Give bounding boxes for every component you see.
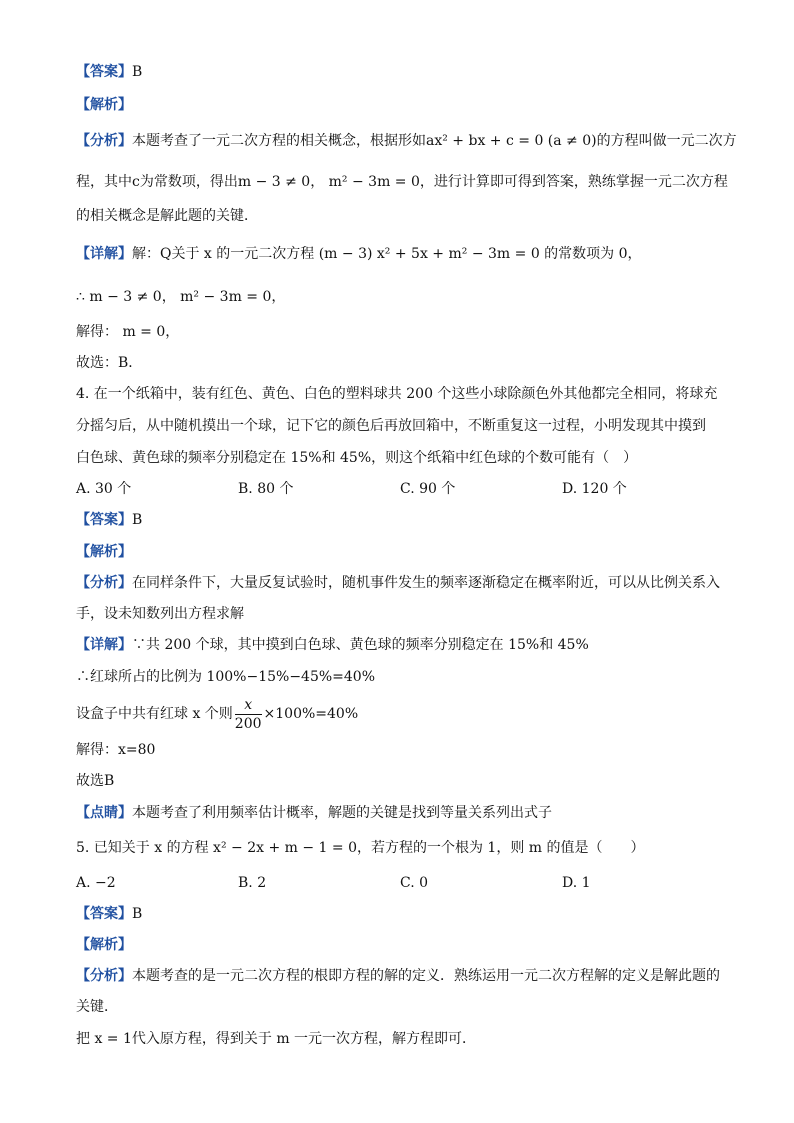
q4-detail-line-1: [76, 635, 724, 655]
fenxi-text: 在同样条件下，大量反复试验时，随机事件发生的频率逐渐稳定在概率附近，可以从比例关系入: [132, 575, 720, 591]
q4-detail-line-3: [76, 692, 724, 736]
q5-option-b: B. 2: [238, 875, 267, 891]
q5-option-d: D. 1: [562, 875, 591, 891]
fenxi-text: 本题考查的是一元二次方程的根即方程的解的定义．熟练运用一元二次方程解的定义是解此题的: [132, 968, 720, 984]
q3-fenxi-line-2: 程，其中c为常数项，得出m − 3 ≠ 0， m² − 3m = 0，进行计算即可得到答案，熟练掌握一元二次方程: [76, 174, 728, 190]
q4-option-a: A. 30 个: [76, 481, 132, 497]
detail-text-pre: 设盒子中共有红球 x 个则: [76, 706, 233, 722]
answer-value: B: [132, 906, 143, 922]
q4-dianjing-line: [76, 803, 724, 823]
answer-value: B: [132, 64, 143, 80]
q5-analysis-heading: [76, 935, 724, 955]
fraction: [235, 696, 262, 733]
fenxi-tag: 【分析】: [76, 968, 132, 984]
dianjing-tag: 【点睛】: [76, 805, 132, 821]
answer-tag: 【答案】: [76, 906, 132, 922]
answer-tag: 【答案】: [76, 512, 132, 528]
q5-fenxi-line-1: [76, 966, 724, 986]
q3-detail-line-1: [76, 244, 724, 264]
q4-stem-line-2: 分摇匀后，从中随机摸出一个球，记下它的颜色后再放回箱中，不断重复这一过程，小明发现其中摸到: [76, 418, 706, 434]
q4-detail-line-4: 解得：x=80: [76, 742, 156, 758]
q4-fenxi-line-2: 手，设未知数列出方程求解: [76, 606, 244, 622]
fenxi-tag: 【分析】: [76, 575, 132, 591]
q4-stem-line-1: 4. 在一个纸箱中，装有红色、黄色、白色的塑料球共 200 个这些小球除颜色外其他都完全相同，将球充: [76, 386, 718, 402]
q4-detail-line-5: 故选B: [76, 773, 115, 789]
fraction-denominator: 200: [234, 715, 262, 732]
fenxi-tag: 【分析】: [76, 133, 132, 149]
analysis-tag: 【解析】: [76, 937, 132, 953]
answer-value: B: [132, 512, 143, 528]
detail-text-post: ×100%=40%: [263, 706, 359, 722]
q3-detail-line-4: 故选：B．: [76, 355, 143, 371]
q3-fenxi-line-3: 的相关概念是解此题的关键．: [76, 208, 258, 224]
analysis-tag: 【解析】: [76, 544, 132, 560]
q4-fenxi-line-1: [76, 573, 724, 593]
q3-fenxi-line-1: [76, 131, 737, 151]
q5-stem: 5. 已知关于 x 的方程 x² − 2x + m − 1 = 0，若方程的一个根为 1，则 m 的值是（ ）: [76, 840, 645, 856]
q5-fenxi-line-3: 把 x = 1代入原方程，得到关于 m 一元一次方程，解方程即可．: [76, 1031, 477, 1047]
q4-answer-line: [76, 510, 724, 530]
q3-detail-line-2: ∴ m − 3 ≠ 0， m² − 3m = 0，: [76, 289, 286, 305]
dianjing-text: 本题考查了利用频率估计概率，解题的关键是找到等量关系列出式子: [132, 805, 552, 821]
q4-stem-line-3: 白色球、黄色球的频率分别稳定在 15%和 45%，则这个纸箱中红色球的个数可能有（ ）: [76, 450, 638, 466]
q5-option-c: C. 0: [400, 875, 429, 891]
q5-answer-line: [76, 904, 724, 924]
q3-analysis-heading: [76, 95, 724, 115]
fenxi-text: 本题考查了一元二次方程的相关概念，根据形如ax² + bx + c = 0 (a ≠ 0)的方程叫做一元二次方: [132, 133, 737, 149]
detail-text: 解：Q关于 x 的一元二次方程 (m − 3) x² + 5x + m² − 3m = 0 的常数项为 0，: [132, 246, 642, 262]
detail-tag: 【详解】: [76, 637, 132, 653]
detail-text: ∵共 200 个球，其中摸到白色球、黄色球的频率分别稳定在 15%和 45%: [132, 637, 589, 653]
q5-option-a: A. −2: [76, 875, 116, 891]
q5-fenxi-line-2: 关键．: [76, 999, 118, 1015]
q4-analysis-heading: [76, 542, 724, 562]
q4-option-b: B. 80 个: [238, 481, 294, 497]
q4-detail-line-2: ∴红球所占的比例为 100%−15%−45%=40%: [76, 669, 376, 685]
detail-tag: 【详解】: [76, 246, 132, 262]
answer-tag: 【答案】: [76, 64, 132, 80]
q4-option-d: D. 120 个: [562, 481, 627, 497]
q4-option-c: C. 90 个: [400, 481, 456, 497]
fraction-numerator: x: [235, 696, 262, 715]
analysis-tag: 【解析】: [76, 97, 132, 113]
q3-detail-line-3: 解得： m = 0，: [76, 324, 180, 340]
q3-answer-line: [76, 62, 724, 82]
